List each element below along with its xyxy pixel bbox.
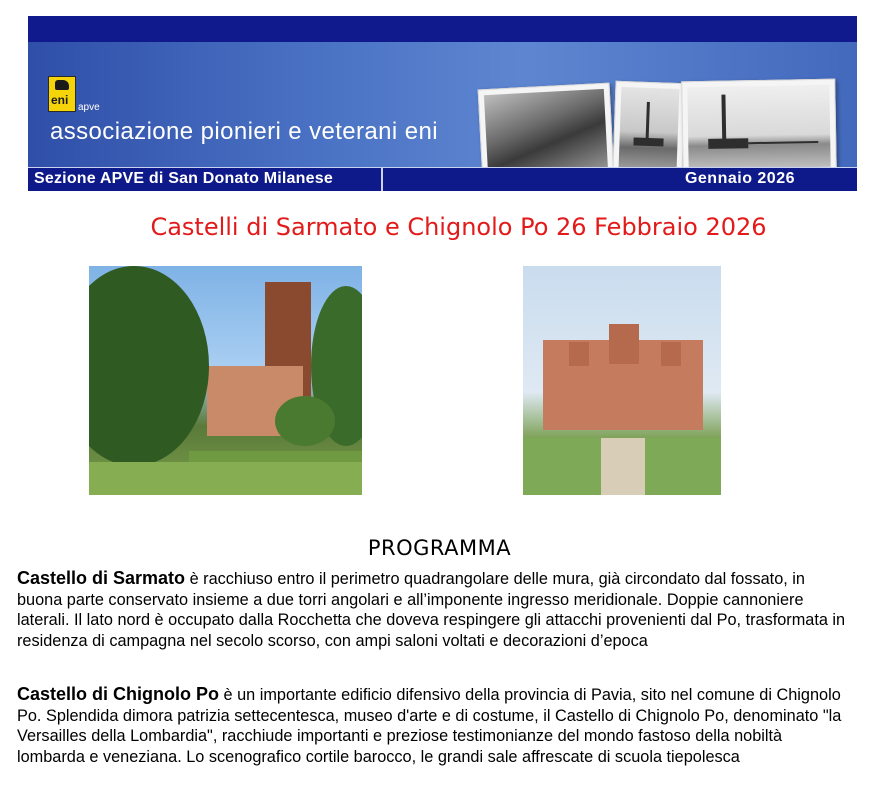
six-legged-dog-icon [55, 80, 69, 90]
historic-photo-platform [681, 79, 837, 176]
association-title: associazione pionieri e veterani eni [50, 118, 438, 145]
sarmato-description: è racchiuso entro il perimetro quadrangolare delle mura, già circondato dal fossato, in buona parte conservato insieme a due torri angolari e all’imponente ingresso meridionale. Doppie cannoniere laterali. Il lato nord è occupato dalla Rocchetta che doveva respingere gli attacchi provenienti dal Po, trasformata in residenza di campagna nel secolo scorso, con ampi saloni voltati e decorazioni d’epoca [17, 570, 846, 651]
historic-photo-ship [612, 81, 685, 175]
sarmato-name: Castello di Sarmato [17, 568, 186, 588]
banner-top-strip [28, 16, 857, 42]
logo-text: eni [51, 93, 69, 107]
header-banner [28, 16, 857, 187]
castello-sarmato-image [89, 266, 362, 495]
program-heading: PROGRAMMA [367, 536, 512, 560]
chignolo-paragraph [17, 684, 847, 768]
eni-logo-icon [48, 76, 76, 112]
issue-date: Gennaio 2026 [684, 170, 795, 187]
banner-main [28, 42, 857, 167]
chignolo-name: Castello di Chignolo Po [17, 684, 219, 704]
section-label: Sezione APVE di San Donato Milanese [34, 170, 333, 187]
event-title: Castelli di Sarmato e Chignolo Po 26 Febbraio 2026 [150, 213, 767, 241]
sarmato-paragraph [17, 568, 847, 652]
castello-chignolo-image [523, 266, 721, 495]
banner-bottom-bar [28, 167, 857, 191]
chignolo-description: è un importante edificio difensivo della provincia di Pavia, sito nel comune di Chignolo Po. Splendida dimora patrizia settecentesca, museo d'arte e di costume, il Castello di Chignolo Po, denominato "la Versailles della Lombardia", racchiude importanti e preziose testimonianze del mondo fastoso della nobiltà lombarda e veneziana. Lo scenografico cortile barocco, le grandi sale affrescate di scuola tiepolesca [17, 686, 842, 767]
banner-divider [381, 168, 383, 191]
apve-small-label: apve [78, 102, 100, 113]
